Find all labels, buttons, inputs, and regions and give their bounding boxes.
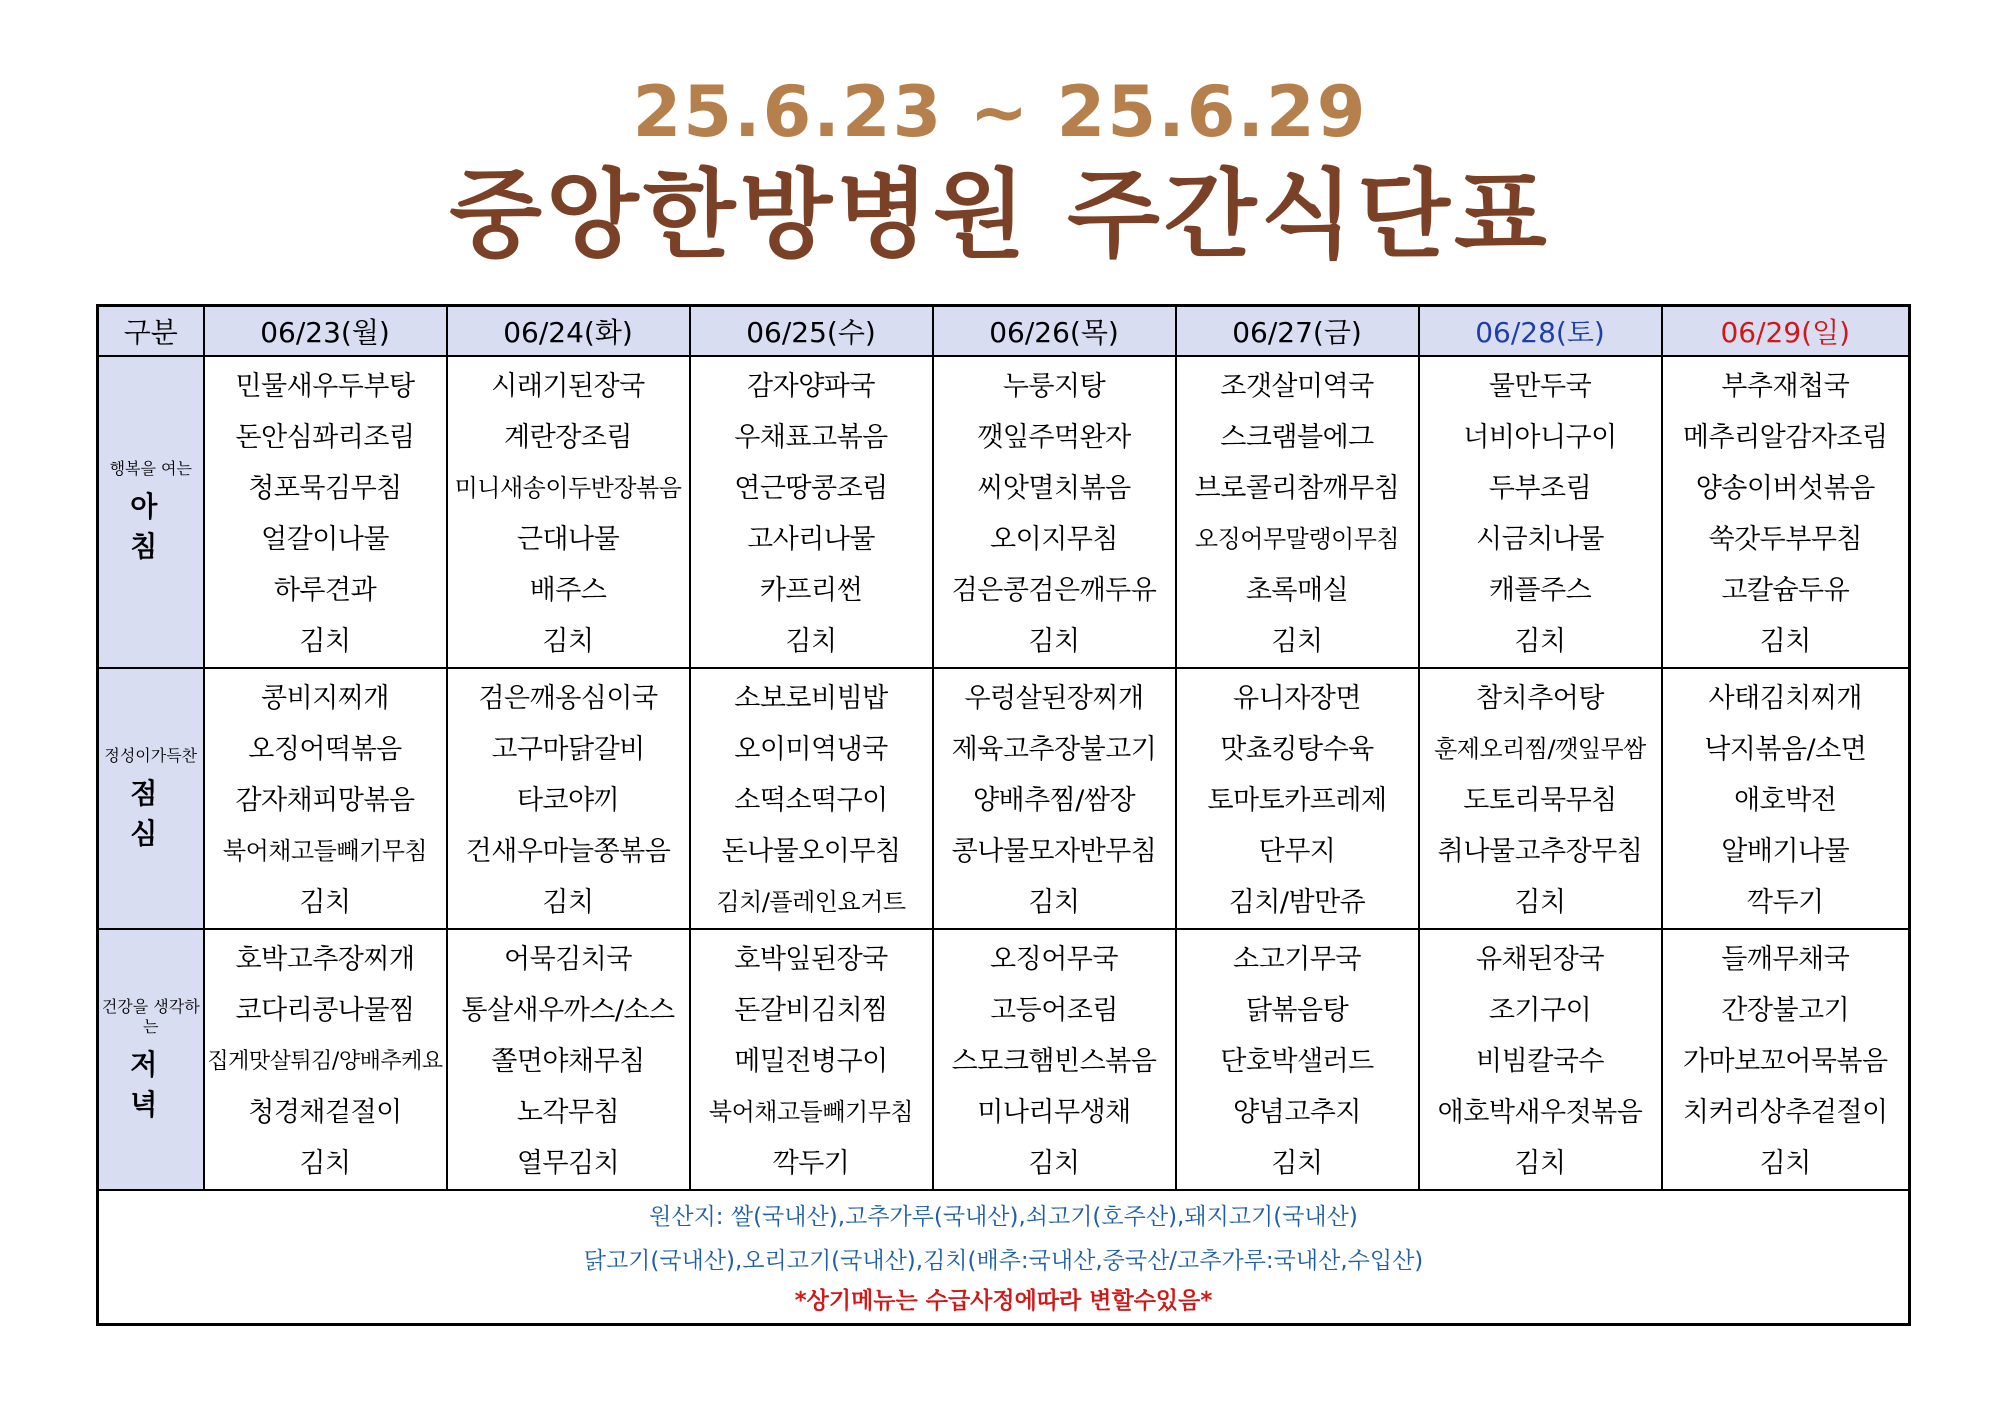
menu-item: 집게맛살튀김/양배추케요 — [207, 1049, 443, 1074]
menu-item: 양념고추지 — [1233, 1097, 1361, 1128]
menu-item: 낙지볶음/소면 — [1704, 734, 1867, 765]
menu-item: 김치 — [1514, 626, 1566, 657]
breakfast-name: 아 침 — [130, 490, 172, 563]
menu-item: 계란장조림 — [504, 422, 632, 453]
breakfast-fri — [1176, 356, 1419, 668]
menu-item: 제육고추장불고기 — [951, 734, 1157, 765]
menu-item: 애호박새우젓볶음 — [1437, 1097, 1643, 1128]
lunch-thu — [933, 668, 1176, 929]
menu-item: 소떡소떡구이 — [734, 785, 888, 816]
menu-item: 알배기나물 — [1721, 836, 1850, 867]
menu-item: 오징어무말랭이무침 — [1194, 525, 1400, 553]
menu-item: 양배추찜/쌈장 — [972, 785, 1136, 816]
breakfast-tue — [447, 356, 690, 668]
menu-item: 오이미역냉국 — [734, 734, 888, 765]
dinner-tue — [447, 929, 690, 1190]
menu-item: 캐플주스 — [1488, 575, 1592, 606]
menu-item: 배주스 — [529, 575, 607, 606]
menu-item: 김치 — [1759, 1148, 1811, 1179]
menu-item: 김치 — [299, 1148, 351, 1179]
menu-item: 조기구이 — [1488, 995, 1592, 1026]
menu-item: 깍두기 — [1746, 887, 1824, 918]
menu-item: 김치 — [785, 626, 837, 657]
origin-line-2: 닭고기(국내산),오리고기(국내산),김치(배추:국내산,중국산/고추가루:국내산,수입산) — [583, 1248, 1424, 1274]
dinner-mon — [204, 929, 447, 1190]
origin-notice-cell — [98, 1190, 1910, 1325]
day-header-wed: 06/25(수) — [690, 306, 933, 357]
lunch-fri — [1176, 668, 1419, 929]
breakfast-subtitle: 행복을 여는 — [109, 459, 192, 478]
menu-item: 스크램블에그 — [1220, 422, 1374, 453]
menu-item: 부추재첩국 — [1721, 371, 1850, 402]
menu-item: 유니자장면 — [1233, 683, 1361, 714]
menu-item: 소고기무국 — [1233, 944, 1361, 975]
menu-item: 누룽지탕 — [1002, 371, 1106, 402]
menu-item: 통살새우까스/소스 — [461, 995, 675, 1026]
menu-item: 단호박샐러드 — [1220, 1046, 1374, 1077]
menu-item: 유채된장국 — [1476, 944, 1604, 975]
day-header-fri: 06/27(금) — [1176, 306, 1419, 357]
menu-item: 하루견과 — [273, 575, 377, 606]
menu-item: 호박잎된장국 — [734, 944, 888, 975]
menu-item: 김치 — [1759, 626, 1811, 657]
menu-item: 들깨무채국 — [1721, 944, 1850, 975]
menu-item: 우렁살된장찌개 — [964, 683, 1144, 714]
menu-item: 돈나물오이무침 — [721, 836, 901, 867]
menu-item: 감자채피망볶음 — [235, 785, 415, 816]
menu-item: 쑥갓두부무침 — [1708, 524, 1862, 555]
menu-item: 맛쵸킹탕수육 — [1220, 734, 1374, 765]
menu-item: 김치 — [1514, 1148, 1566, 1179]
menu-item: 비빔칼국수 — [1476, 1046, 1604, 1077]
menu-item: 돈갈비김치찜 — [734, 995, 888, 1026]
menu-change-notice: *상기메뉴는 수급사정에따라 변할수있음* — [794, 1288, 1213, 1314]
menu-item: 시금치나물 — [1476, 524, 1604, 555]
menu-item: 우채표고볶음 — [734, 422, 888, 453]
menu-item: 가마보꼬어묵볶음 — [1682, 1046, 1888, 1077]
menu-item: 토마토카프레제 — [1207, 785, 1387, 816]
day-header-sat: 06/28(토) — [1419, 306, 1662, 357]
menu-item: 노각무침 — [516, 1097, 620, 1128]
menu-item: 콩나물모자반무침 — [951, 836, 1157, 867]
table-header-row — [98, 306, 1910, 357]
menu-item: 브로콜리참깨무침 — [1194, 473, 1400, 504]
menu-item: 메추리알감자조림 — [1682, 422, 1888, 453]
header-category-label: 구분 — [98, 306, 204, 357]
date-range: 25.6.23 ~ 25.6.29 — [632, 71, 1368, 153]
menu-item: 깻잎주먹완자 — [977, 422, 1131, 453]
menu-item: 김치/밤만쥬 — [1228, 887, 1366, 918]
menu-item: 돈안심꽈리조림 — [235, 422, 415, 453]
menu-item: 미나리무생채 — [977, 1097, 1131, 1128]
menu-item: 물만두국 — [1488, 371, 1592, 402]
menu-item: 스모크햄빈스볶음 — [951, 1046, 1157, 1077]
menu-item: 타코야끼 — [516, 785, 620, 816]
menu-item: 고사리나물 — [747, 524, 875, 555]
breakfast-label-cell — [98, 356, 204, 668]
dinner-label-cell — [98, 929, 204, 1190]
menu-item: 참치추어탕 — [1476, 683, 1604, 714]
menu-item: 김치 — [1028, 887, 1080, 918]
menu-item: 코다리콩나물찜 — [235, 995, 415, 1026]
breakfast-sat — [1419, 356, 1662, 668]
menu-item: 고구마닭갈비 — [491, 734, 645, 765]
lunch-mon — [204, 668, 447, 929]
menu-item: 감자양파국 — [747, 371, 875, 402]
lunch-subtitle: 정성이가득찬 — [104, 745, 198, 765]
menu-item: 김치 — [542, 887, 594, 918]
dinner-sat — [1419, 929, 1662, 1190]
menu-item: 닭볶음탕 — [1245, 995, 1349, 1026]
dinner-sun — [1662, 929, 1910, 1190]
dinner-subtitle: 건강을 생각하는 — [101, 996, 200, 1036]
menu-item: 김치 — [1028, 1148, 1080, 1179]
menu-item: 김치/플레인요거트 — [716, 888, 906, 916]
menu-item: 미니새송이두반장볶음 — [454, 474, 682, 502]
menu-item: 도토리묵무침 — [1463, 785, 1617, 816]
menu-item: 얼갈이나물 — [261, 524, 389, 555]
menu-item: 고칼슘두유 — [1721, 575, 1850, 606]
breakfast-wed — [690, 356, 933, 668]
lunch-sun — [1662, 668, 1910, 929]
lunch-row — [98, 668, 1910, 929]
menu-item: 김치 — [1028, 626, 1080, 657]
footer-row — [98, 1190, 1910, 1325]
menu-item: 단무지 — [1258, 836, 1336, 867]
menu-item: 간장불고기 — [1721, 995, 1850, 1026]
menu-item: 훈제오리찜/깻잎무쌈 — [1434, 735, 1646, 763]
dinner-wed — [690, 929, 933, 1190]
day-header-tue: 06/24(화) — [447, 306, 690, 357]
menu-item: 김치 — [1271, 626, 1323, 657]
menu-item: 북어채고들빼기무침 — [708, 1098, 914, 1126]
breakfast-mon — [204, 356, 447, 668]
menu-item: 애호박전 — [1734, 785, 1837, 816]
menu-item: 치커리상추겉절이 — [1682, 1097, 1888, 1128]
lunch-sat — [1419, 668, 1662, 929]
menu-item: 조갯살미역국 — [1220, 371, 1374, 402]
menu-item: 연근땅콩조림 — [734, 473, 888, 504]
breakfast-thu — [933, 356, 1176, 668]
menu-item: 두부조림 — [1488, 473, 1592, 504]
menu-item: 호박고추장찌개 — [235, 944, 415, 975]
menu-item: 열무김치 — [516, 1148, 620, 1179]
menu-item: 김치 — [542, 626, 594, 657]
menu-item: 김치 — [299, 626, 351, 657]
menu-item: 청포묵김무침 — [248, 473, 402, 504]
menu-item: 오징어떡볶음 — [248, 734, 402, 765]
menu-item: 취나물고추장무침 — [1437, 836, 1643, 867]
day-header-thu: 06/26(목) — [933, 306, 1176, 357]
menu-item: 초록매실 — [1245, 575, 1349, 606]
menu-item: 어묵김치국 — [504, 944, 632, 975]
lunch-label-cell — [98, 668, 204, 929]
menu-item: 카프리썬 — [759, 575, 863, 606]
menu-item: 검은콩검은깨두유 — [951, 575, 1157, 606]
dinner-thu — [933, 929, 1176, 1190]
breakfast-sun — [1662, 356, 1910, 668]
dinner-name: 저 녁 — [130, 1047, 172, 1121]
menu-item: 고등어조림 — [990, 995, 1118, 1026]
menu-item: 민물새우두부탕 — [235, 371, 415, 402]
lunch-name: 점 심 — [130, 776, 172, 850]
menu-item: 깍두기 — [772, 1148, 850, 1179]
menu-item: 쫄면야채무침 — [491, 1046, 645, 1077]
menu-item: 시래기된장국 — [491, 371, 645, 402]
menu-item: 메밀전병구이 — [734, 1046, 888, 1077]
breakfast-row — [98, 356, 1910, 668]
menu-item: 오이지무침 — [990, 524, 1118, 555]
menu-item: 청경채겉절이 — [248, 1097, 402, 1128]
menu-item: 씨앗멸치볶음 — [977, 473, 1131, 504]
menu-item: 북어채고들빼기무침 — [222, 837, 428, 865]
menu-item: 검은깨옹심이국 — [478, 683, 658, 714]
day-header-mon: 06/23(월) — [204, 306, 447, 357]
menu-item: 김치 — [1271, 1148, 1323, 1179]
lunch-tue — [447, 668, 690, 929]
origin-line-1: 원산지: 쌀(국내산),고추가루(국내산),쇠고기(호주산),돼지고기(국내산) — [649, 1204, 1358, 1230]
menu-item: 건새우마늘쫑볶음 — [465, 836, 671, 867]
menu-item: 김치 — [299, 887, 351, 918]
menu-item: 오징어무국 — [990, 944, 1118, 975]
weekly-menu-table — [96, 304, 1911, 1326]
menu-item: 소보로비빔밥 — [734, 683, 888, 714]
dinner-row — [98, 929, 1910, 1190]
menu-item: 양송이버섯볶음 — [1695, 473, 1875, 504]
menu-item: 근대나물 — [516, 524, 620, 555]
menu-item: 김치 — [1514, 887, 1566, 918]
day-header-sun: 06/29(일) — [1662, 306, 1910, 357]
menu-item: 콩비지찌개 — [261, 683, 389, 714]
dinner-fri — [1176, 929, 1419, 1190]
lunch-wed — [690, 668, 933, 929]
menu-item: 사태김치찌개 — [1708, 683, 1862, 714]
page-title: 중앙한방병원 주간식단표 — [449, 159, 1551, 271]
menu-item: 너비아니구이 — [1463, 422, 1617, 453]
